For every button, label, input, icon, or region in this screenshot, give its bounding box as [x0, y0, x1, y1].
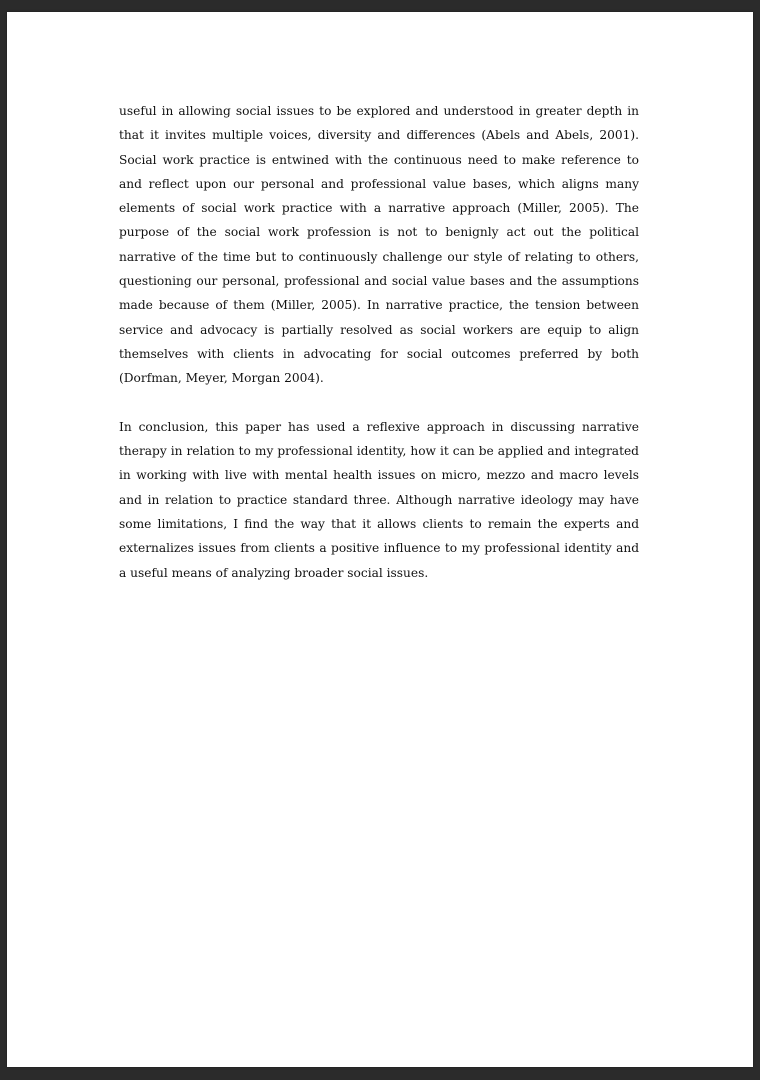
page-body	[119, 99, 639, 585]
body-paragraph-1: useful in allowing social issues to be explored and understood in greater depth in that it invites multiple voices, diversity and differences (Abels and Abels, 2001). Social work practice is entwined with the continuous need to make reference to and reflect upon our personal and professional value bases, which aligns many elements of social work practice with a narrative approach (Miller, 2005). The purpose of the social work profession is not to benignly act out the political narrative of the time but to continuously challenge our style of relating to others, questioning our personal, professional and social value bases and the assumptions made because of them (Miller, 2005). In narrative practice, the tension between service and advocacy is partially resolved as social workers are equip to align themselves with clients in advocating for social outcomes preferred by both (Dorfman, Meyer, Morgan 2004).	[119, 104, 639, 386]
document-page	[7, 12, 753, 1067]
body-paragraph-2: In conclusion, this paper has used a reflexive approach in discussing narrative therapy in relation to my professional identity, how it can be applied and integrated in working with live with mental health issues on micro, mezzo and macro levels and in relation to practice standard three. Although narrative ideology may have some limitations, I find the way that it allows clients to remain the experts and externalizes issues from clients a positive influence to my professional identity and a useful means of analyzing broader social issues.	[119, 419, 639, 580]
